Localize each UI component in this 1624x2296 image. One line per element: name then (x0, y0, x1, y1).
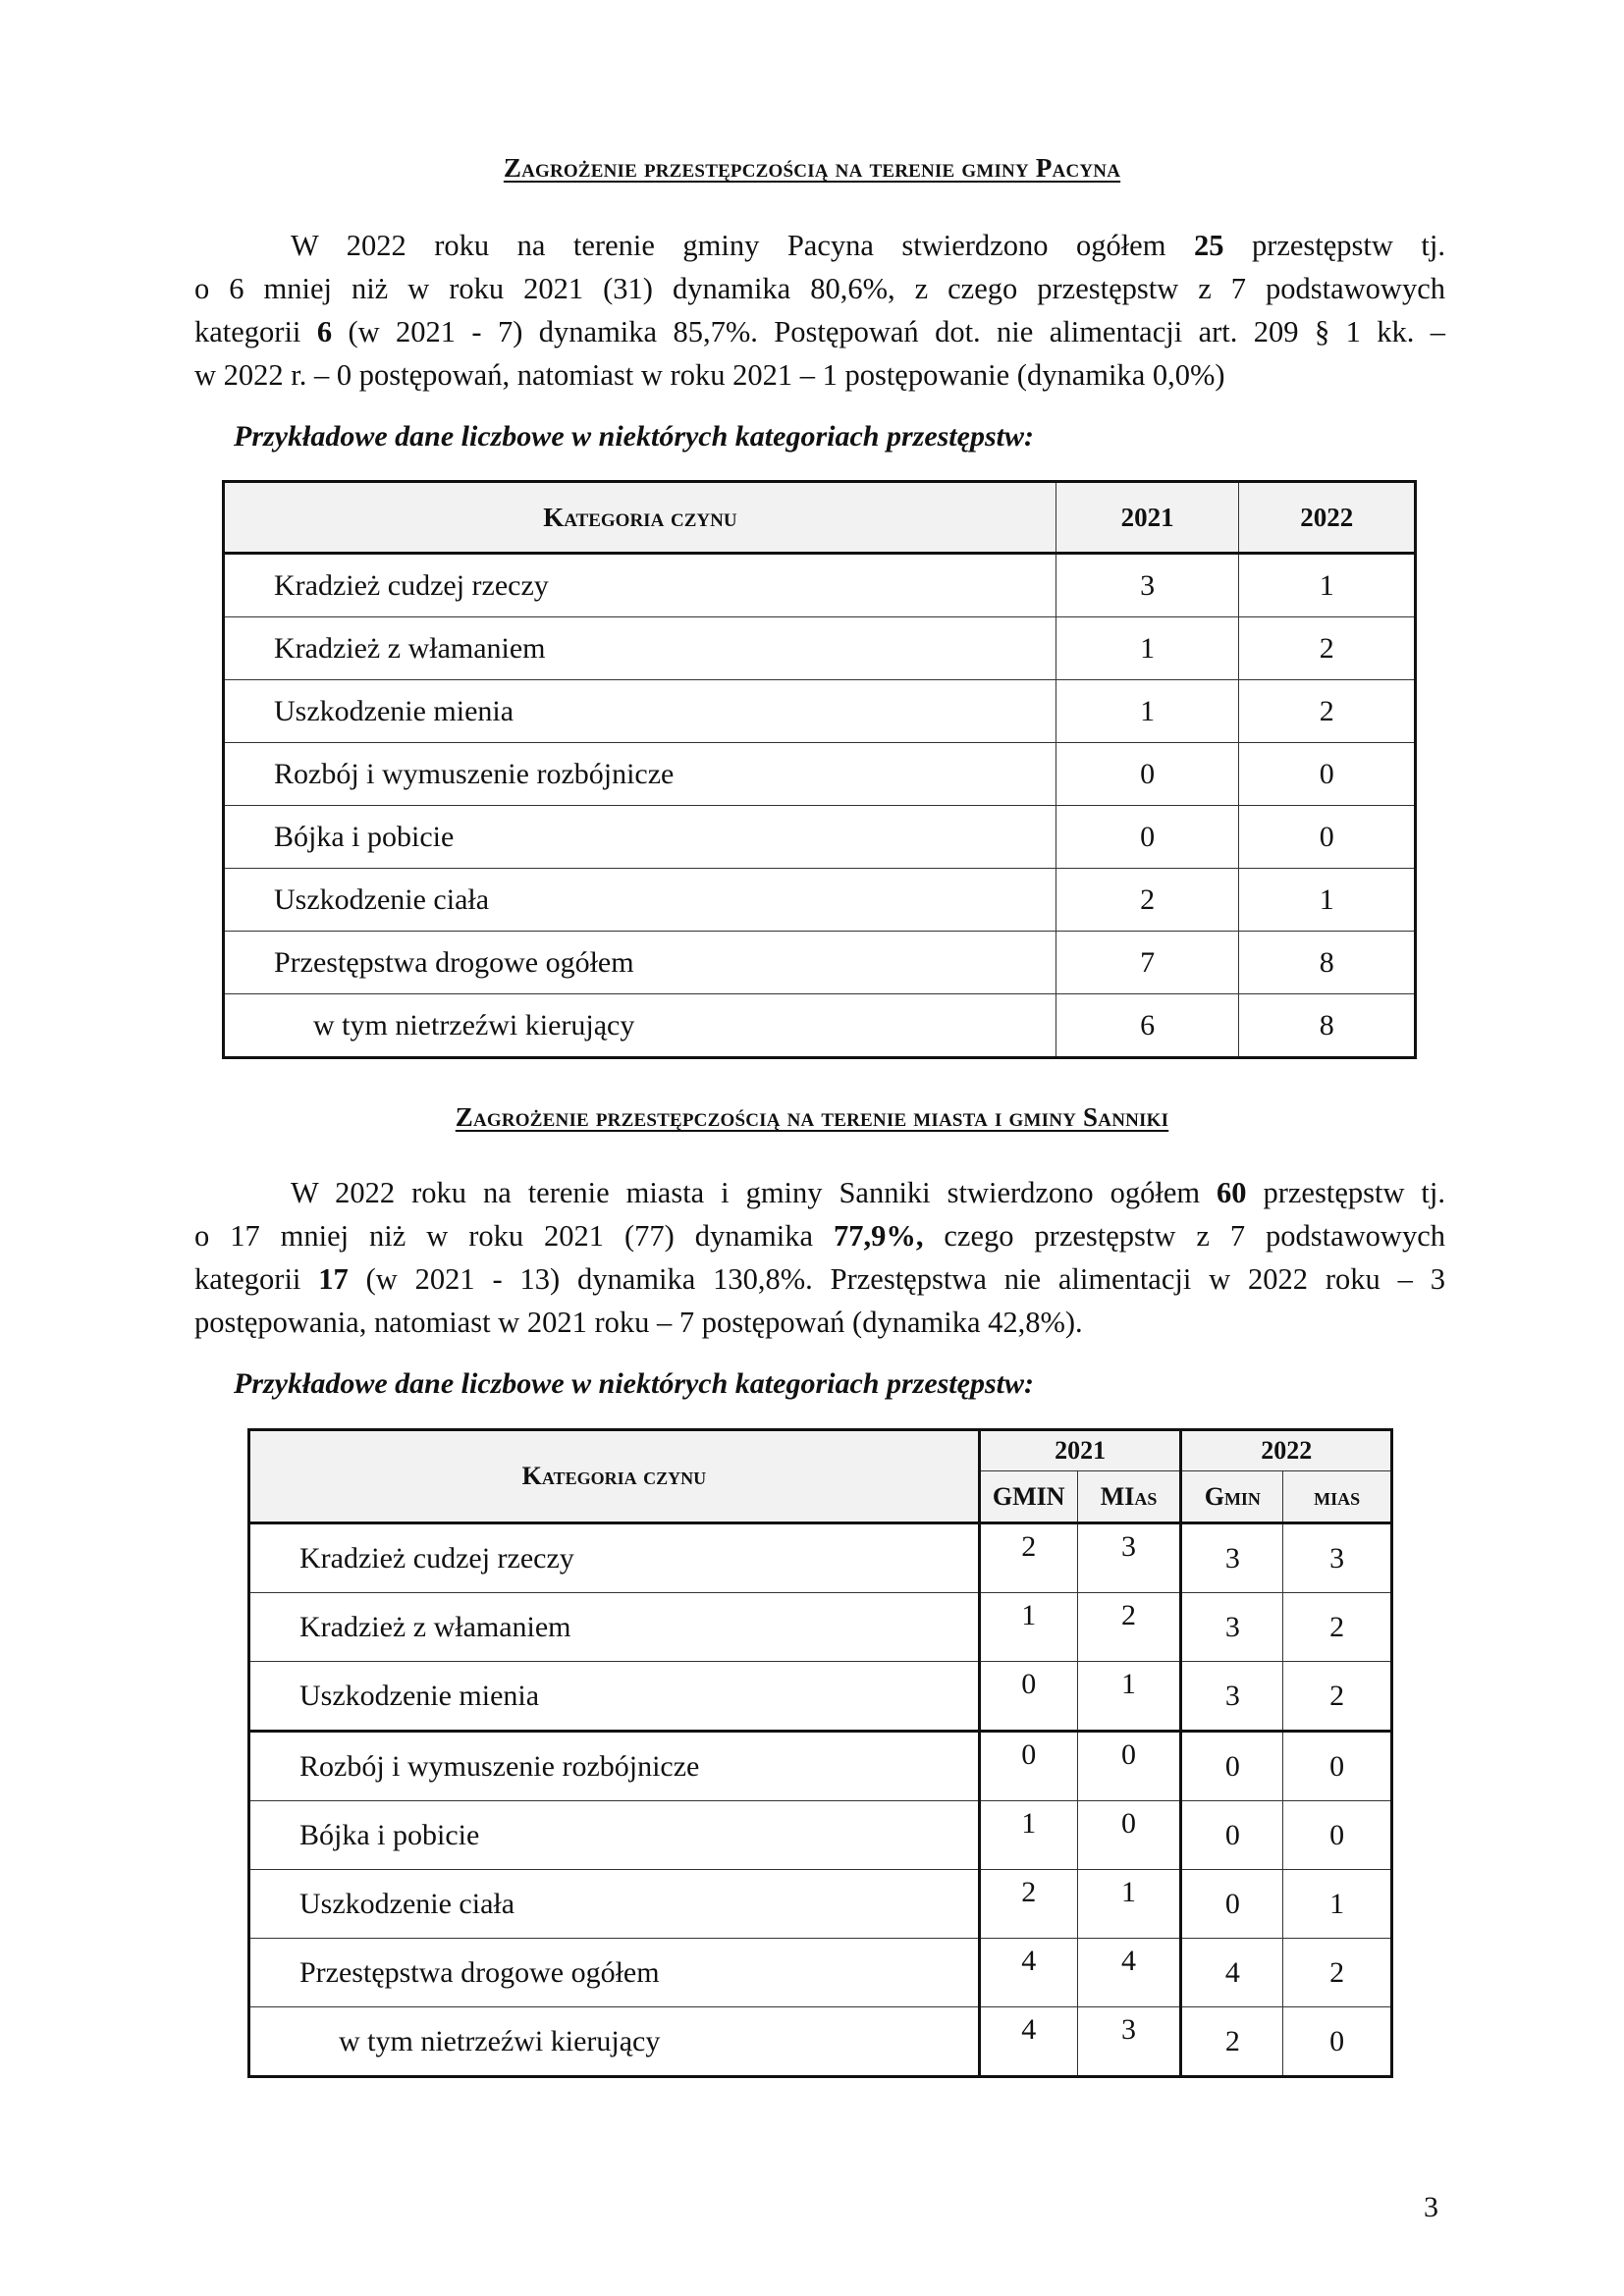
table-row (249, 1939, 1392, 2007)
section1-heading: Zagrożenie przestępczością na terenie gminy Pacyna (503, 153, 1121, 183)
cell-mias-2022: 2 (1283, 1593, 1392, 1662)
section1-paragraph (194, 224, 1445, 397)
header-category: Kategoria czynu (249, 1430, 980, 1523)
subheader-gmin-2021: GMIN (979, 1471, 1077, 1523)
row-label: w tym nietrzeźwi kierujący (224, 994, 1056, 1058)
table-row (249, 1870, 1392, 1939)
cell-2022: 8 (1239, 932, 1416, 994)
cell-gmin-2022: 0 (1181, 1732, 1283, 1801)
section1-line-2: o 6 mniej niż w roku 2021 (31) dynamika 80,6%, z czego przestępstw z 7 podstawowych (194, 272, 1445, 305)
cell-mias-2021: 1 (1077, 1662, 1181, 1732)
subheader-gmin-2022: Gmin (1181, 1471, 1283, 1523)
row-label: Kradzież z włamaniem (249, 1593, 980, 1662)
table-header-row (249, 1430, 1392, 1471)
cell-2021: 7 (1056, 932, 1239, 994)
subheader-mias-2022: mias (1283, 1471, 1392, 1523)
section2-paragraph (194, 1171, 1445, 1344)
section2-caption: Przykładowe dane liczbowe w niektórych kategoriach przestępstw: (234, 1367, 1034, 1400)
section1-line-4: w 2022 r. – 0 postępowań, natomiast w roku 2021 – 1 postępowanie (dynamika 0,0%) (194, 358, 1225, 392)
table-row (249, 1593, 1392, 1662)
cell-2021: 6 (1056, 994, 1239, 1058)
row-label: Rozbój i wymuszenie rozbójnicze (224, 743, 1056, 806)
cell-gmin-2021: 4 (979, 1939, 1077, 2007)
cell-2022: 0 (1239, 806, 1416, 869)
cell-2021: 0 (1056, 743, 1239, 806)
section2-line-4: postępowania, natomiast w 2021 roku – 7 postępowań (dynamika 42,8%). (194, 1306, 1083, 1339)
cell-mias-2022: 0 (1283, 1801, 1392, 1870)
cell-gmin-2022: 3 (1181, 1593, 1283, 1662)
cell-2022: 2 (1239, 617, 1416, 680)
section1-line-3: kategorii 6 (w 2021 - 7) dynamika 85,7%. Postępowań dot. nie alimentacji art. 209 § 1 kk. – (194, 315, 1446, 348)
cell-2022: 1 (1239, 869, 1416, 932)
row-label: Uszkodzenie ciała (249, 1870, 980, 1939)
cell-mias-2021: 3 (1077, 1523, 1181, 1593)
header-2021: 2021 (1056, 482, 1239, 554)
page-number: 3 (1424, 2191, 1438, 2223)
cell-gmin-2022: 0 (1181, 1870, 1283, 1939)
table-row (224, 680, 1416, 743)
row-label: w tym nietrzeźwi kierujący (249, 2007, 980, 2077)
section2-line-1: W 2022 roku na terenie miasta i gminy Sanniki stwierdzono ogółem 60 przestępstw tj. (291, 1176, 1445, 1209)
cell-mias-2022: 1 (1283, 1870, 1392, 1939)
table-row (224, 869, 1416, 932)
table-row (249, 1732, 1392, 1801)
table-row (224, 994, 1416, 1058)
table-row (224, 806, 1416, 869)
row-label: Bójka i pobicie (249, 1801, 980, 1870)
cell-2021: 3 (1056, 554, 1239, 617)
cell-gmin-2021: 0 (979, 1662, 1077, 1732)
row-label: Uszkodzenie mienia (249, 1662, 980, 1732)
row-label: Przestępstwa drogowe ogółem (249, 1939, 980, 2007)
row-label: Kradzież z włamaniem (224, 617, 1056, 680)
cell-gmin-2022: 4 (1181, 1939, 1283, 2007)
cell-2021: 0 (1056, 806, 1239, 869)
cell-gmin-2021: 1 (979, 1593, 1077, 1662)
table-row (249, 1523, 1392, 1593)
section2-line-2: o 17 mniej niż w roku 2021 (77) dynamika 77,9%, czego przestępstw z 7 podstawowych (194, 1219, 1445, 1253)
cell-mias-2021: 0 (1077, 1732, 1181, 1801)
section2-heading: Zagrożenie przestępczością na terenie miasta i gminy Sanniki (455, 1102, 1169, 1132)
header-2022: 2022 (1181, 1430, 1392, 1471)
cell-2021: 2 (1056, 869, 1239, 932)
cell-mias-2022: 3 (1283, 1523, 1392, 1593)
table-row (249, 2007, 1392, 2077)
row-label: Kradzież cudzej rzeczy (249, 1523, 980, 1593)
cell-2022: 0 (1239, 743, 1416, 806)
section2-line-3: kategorii 17 (w 2021 - 13) dynamika 130,8%. Przestępstwa nie alimentacji w 2022 roku – 3 (194, 1262, 1446, 1296)
row-label: Rozbój i wymuszenie rozbójnicze (249, 1732, 980, 1801)
cell-gmin-2022: 3 (1181, 1662, 1283, 1732)
header-2022: 2022 (1239, 482, 1416, 554)
subheader-mias-2021: MIas (1077, 1471, 1181, 1523)
cell-2022: 8 (1239, 994, 1416, 1058)
table-header-row (224, 482, 1416, 554)
cell-mias-2021: 3 (1077, 2007, 1181, 2077)
cell-mias-2021: 4 (1077, 1939, 1181, 2007)
cell-gmin-2021: 1 (979, 1801, 1077, 1870)
cell-2022: 1 (1239, 554, 1416, 617)
cell-gmin-2021: 2 (979, 1870, 1077, 1939)
table-row (224, 932, 1416, 994)
cell-2021: 1 (1056, 617, 1239, 680)
header-2021: 2021 (979, 1430, 1181, 1471)
cell-gmin-2022: 3 (1181, 1523, 1283, 1593)
row-label: Bójka i pobicie (224, 806, 1056, 869)
row-label: Uszkodzenie ciała (224, 869, 1056, 932)
cell-mias-2022: 0 (1283, 1732, 1392, 1801)
section1-table (222, 480, 1417, 1059)
row-label: Przestępstwa drogowe ogółem (224, 932, 1056, 994)
table-row (224, 554, 1416, 617)
header-category: Kategoria czynu (224, 482, 1056, 554)
cell-gmin-2022: 2 (1181, 2007, 1283, 2077)
row-label: Kradzież cudzej rzeczy (224, 554, 1056, 617)
cell-mias-2021: 0 (1077, 1801, 1181, 1870)
cell-mias-2022: 2 (1283, 1662, 1392, 1732)
table-row (249, 1801, 1392, 1870)
table-row (224, 617, 1416, 680)
cell-mias-2022: 2 (1283, 1939, 1392, 2007)
cell-2021: 1 (1056, 680, 1239, 743)
cell-gmin-2021: 4 (979, 2007, 1077, 2077)
table-row (224, 743, 1416, 806)
cell-mias-2021: 2 (1077, 1593, 1181, 1662)
section1-line-1: W 2022 roku na terenie gminy Pacyna stwierdzono ogółem 25 przestępstw tj. (291, 229, 1445, 262)
cell-gmin-2021: 2 (979, 1523, 1077, 1593)
cell-mias-2021: 1 (1077, 1870, 1181, 1939)
section1-caption: Przykładowe dane liczbowe w niektórych kategoriach przestępstw: (234, 420, 1034, 453)
cell-mias-2022: 0 (1283, 2007, 1392, 2077)
cell-2022: 2 (1239, 680, 1416, 743)
table-row (249, 1662, 1392, 1732)
cell-gmin-2022: 0 (1181, 1801, 1283, 1870)
cell-gmin-2021: 0 (979, 1732, 1077, 1801)
section2-table (247, 1428, 1393, 2078)
row-label: Uszkodzenie mienia (224, 680, 1056, 743)
